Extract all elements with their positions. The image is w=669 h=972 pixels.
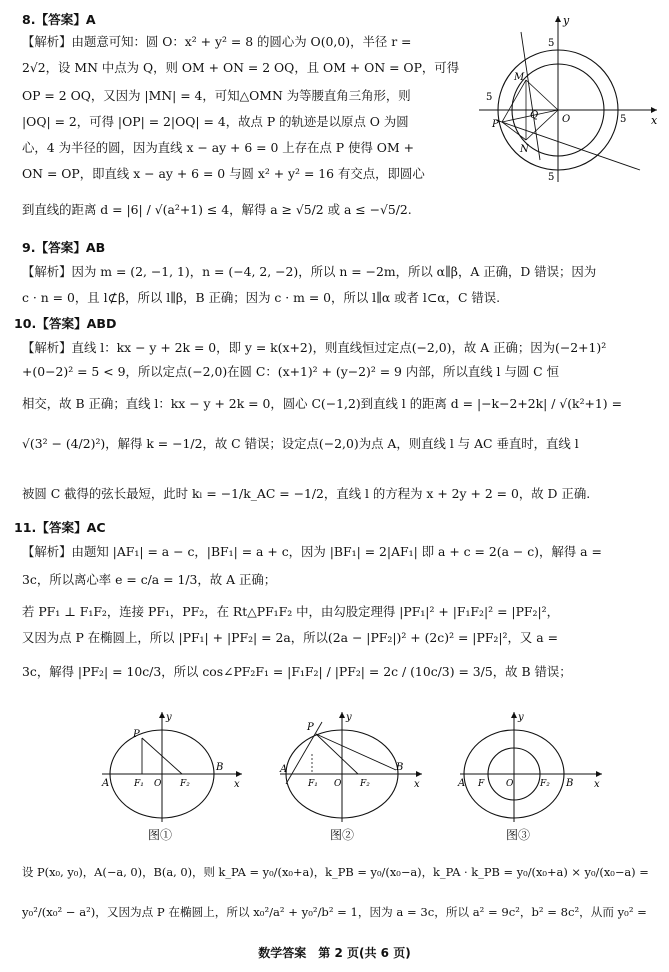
q11-line-5: 3c，解得 |PF₂| = 10c/3，所以 cos∠PF₂F₁ = |F₁F₂| / |PF₂| = 2c / (10c/3) = 3/5，故 B 错误；	[22, 664, 572, 679]
label-o: O	[506, 779, 514, 789]
q10-line-1: 【解析】直线 l：kx − y + 2k = 0，即 y = k(x+2)，则直线恒过定点(−2,0)，故 A 正确；因为(−2+1)²	[22, 340, 607, 355]
x-axis-arrow-icon	[596, 771, 602, 777]
label-y: y	[346, 712, 352, 723]
q9-line-2: c · n = 0，且 l⊄β，所以 l∥β，B 正确；因为 c · m = 0，所以 l∥α 或者 l⊂α，C 错误.	[22, 290, 501, 305]
label-y: y	[166, 712, 172, 723]
q11-line-2: 3c，所以离心率 e = c/a = 1/3，故 A 正确；	[22, 572, 277, 587]
q8-line-3: OP = 2 OQ，又因为 |MN| = 4，可知△OMN 为等腰直角三角形，则	[22, 88, 411, 103]
label-o: O	[562, 114, 571, 125]
label-x: x	[234, 779, 240, 790]
label-p: P	[307, 722, 314, 733]
q9-header: 9.【答案】AB	[22, 240, 106, 255]
label-a: A	[102, 778, 110, 789]
label-b: B	[216, 762, 224, 773]
q11-line-1: 【解析】由题知 |AF₁| = a − c，|BF₁| = a + c，因为 |BF₁| = 2|AF₁| 即 a + c = 2(a − c)，解得 a =	[22, 544, 602, 559]
q11-header: 11.【答案】AC	[14, 520, 106, 535]
label-x: x	[651, 114, 658, 127]
label-a: A	[280, 764, 288, 775]
label-f2: F₂	[540, 779, 550, 789]
q8-circle-figure	[474, 10, 662, 185]
q8-header: 8.【答案】A	[22, 12, 96, 27]
ellipse-figure-2	[276, 708, 426, 826]
x-axis-arrow-icon	[236, 771, 242, 777]
label-five-left: 5	[486, 92, 493, 103]
q10-header: 10.【答案】ABD	[14, 316, 117, 331]
caption-figure-2: 图②	[330, 828, 355, 842]
x-axis-arrow-icon	[651, 107, 657, 113]
q11-line-4: 又因为点 P 在椭圆上，所以 |PF₁| + |PF₂| = 2a，所以(2a − |PF₂|)² + (2c)² = |PF₂|²，又 a =	[22, 630, 558, 645]
q8-line-2: 2√2，设 MN 中点为 Q，则 OM + ON = 2 OQ，且 OM + ON = OP，可得	[22, 60, 460, 75]
q8-line-1: 【解析】由题意可知：圆 O：x² + y² = 8 的圆心为 O(0,0)，半径 r =	[22, 34, 412, 49]
page-footer: 数学答案 第 2 页(共 6 页)	[258, 946, 411, 960]
segment-pm	[502, 80, 526, 122]
q10-line-2: +(0−2)² = 5 < 9，所以定点(−2,0)在圆 C：(x+1)² + (y−2)² = 9 内部，所以直线 l 与圆 C 恒	[22, 364, 559, 379]
q8-line-4: |OQ| = 2，可得 |OP| = 2|OQ| = 4，故点 P 的轨迹是以原点 O 为圆	[22, 114, 409, 129]
y-axis-arrow-icon	[339, 712, 345, 718]
label-five-bottom: 5	[548, 172, 555, 183]
label-f1: F₁	[134, 779, 144, 789]
line-ap	[286, 722, 322, 784]
label-b: B	[396, 762, 404, 773]
caption-figure-1: 图①	[148, 828, 173, 842]
q10-line-5: 被圆 C 截得的弦长最短，此时 kₗ = −1/k_AC = −1/2，直线 l 的方程为 x + 2y + 2 = 0，故 D 正确.	[22, 486, 591, 501]
ellipse-figure-3	[456, 708, 606, 826]
label-f1: F₁	[308, 779, 318, 789]
label-o: O	[154, 779, 162, 789]
label-q: Q	[530, 110, 539, 121]
q11-tail-line-1: 设 P(x₀, y₀)，A(−a, 0)，B(a, 0)，则 k_PA = y₀/(x₀+a)，k_PB = y₀/(x₀−a)，k_PA · k_PB = y₀/(x₀+a) × y₀/(x₀−a) =	[22, 865, 649, 879]
y-axis-arrow-icon	[555, 16, 561, 22]
q10-line-4: √(3² − (4/2)²)，解得 k = −1/2，故 C 错误；设定点(−2,0)为点 A，则直线 l 与 AC 垂直时，直线 l	[22, 436, 579, 451]
label-y: y	[563, 14, 570, 27]
y-axis-arrow-icon	[511, 712, 517, 718]
q8-line-5: 心，4 为半径的圆，因为直线 x − ay + 6 = 0 上存在点 P 使得 OM +	[22, 140, 414, 155]
label-p: P	[133, 729, 140, 740]
label-a: A	[458, 778, 466, 789]
label-x: x	[594, 779, 600, 790]
label-f2: F₂	[180, 779, 190, 789]
q10-line-3: 相交，故 B 正确；直线 l：kx − y + 2k = 0，圆心 C(−1,2)到直线 l 的距离 d = |−k−2+2k| / √(k²+1) =	[22, 396, 622, 411]
label-five-right: 5	[620, 114, 627, 125]
ellipse-figure-1	[98, 708, 246, 826]
caption-figure-3: 图③	[506, 828, 531, 842]
q11-tail-line-2: y₀²/(x₀² − a²)，又因为点 P 在椭圆上，所以 x₀²/a² + y₀²/b² = 1，因为 a = 3c，所以 a² = 9c²，b² = 8c²，从而 y₀² =	[22, 905, 647, 919]
label-y: y	[518, 712, 524, 723]
label-p: P	[492, 119, 499, 130]
label-five-top: 5	[548, 38, 555, 49]
q9-line-1: 【解析】因为 m = (2, −1, 1)，n = (−4, 2, −2)，所以 n = −2m，所以 α∥β，A 正确，D 错误；因为	[22, 264, 597, 279]
label-f: F	[478, 779, 485, 789]
label-m: M	[514, 72, 525, 83]
q8-line-7: 到直线的距离 d = |6| / √(a²+1) ≤ 4，解得 a ≥ √5/2 或 a ≤ −√5/2.	[22, 202, 412, 217]
y-axis-arrow-icon	[159, 712, 165, 718]
segment-pf2	[316, 734, 358, 774]
x-axis-arrow-icon	[416, 771, 422, 777]
q8-line-6: ON = OP，即直线 x − ay + 6 = 0 与圆 x² + y² = 16 有交点，即圆心	[22, 166, 425, 181]
label-n: N	[520, 144, 529, 155]
label-f2: F₂	[360, 779, 370, 789]
q11-line-3: 若 PF₁ ⊥ F₁F₂，连接 PF₁，PF₂，在 Rt△PF₁F₂ 中，由勾股定理得 |PF₁|² + |F₁F₂|² = |PF₂|²，	[22, 604, 560, 619]
label-b: B	[566, 778, 574, 789]
label-x: x	[414, 779, 420, 790]
line-two	[496, 120, 640, 170]
line-pb	[316, 734, 396, 770]
label-o: O	[334, 779, 342, 789]
